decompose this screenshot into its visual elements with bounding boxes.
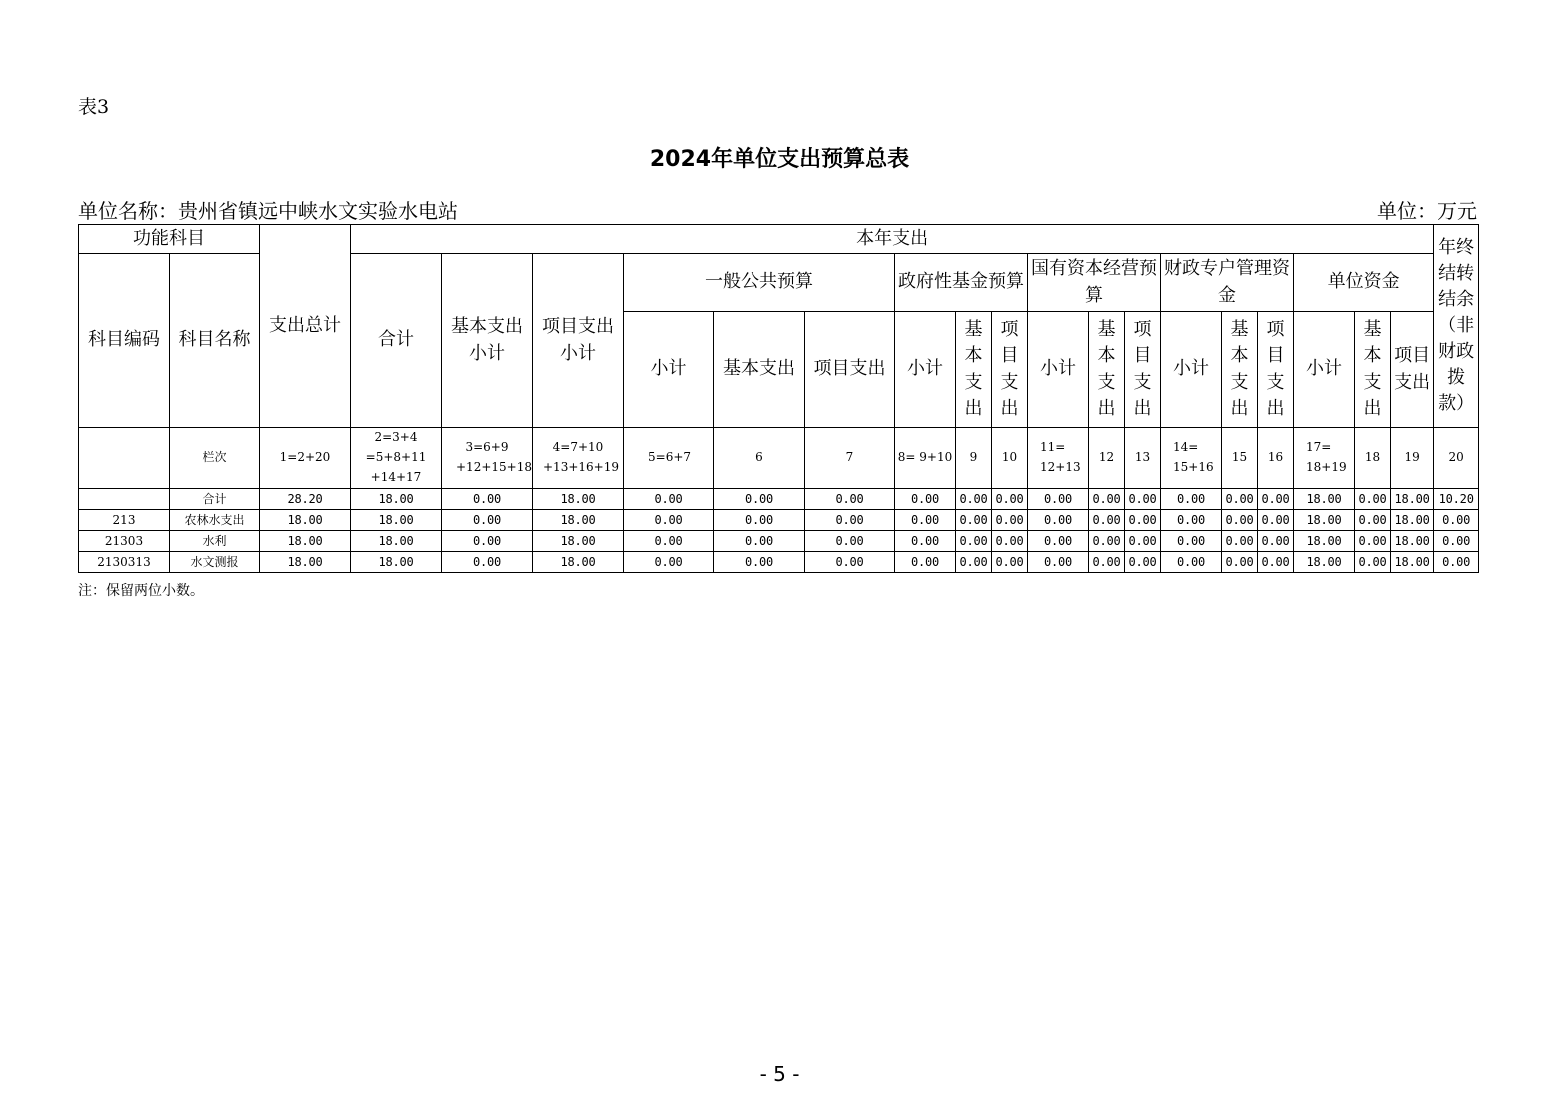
index-cell: 19: [1391, 428, 1434, 489]
subject-name-cell: 农林水支出: [170, 510, 260, 531]
project-subtotal-header: 项目支出小计: [533, 254, 624, 428]
value-cell: 18.00: [351, 510, 442, 531]
value-cell: 0.00: [1355, 489, 1391, 510]
value-cell: 0.00: [442, 489, 533, 510]
gov-fund-basic-header: 基 本 支 出: [956, 312, 992, 428]
table-number-label: 表3: [78, 96, 110, 118]
value-cell: 18.00: [1391, 552, 1434, 573]
value-cell: 0.00: [1258, 531, 1294, 552]
value-cell: 0.00: [1125, 552, 1161, 573]
value-cell: 0.00: [1089, 489, 1125, 510]
unit-funds-subtotal-header: 小计: [1294, 312, 1355, 428]
value-cell: 0.00: [442, 510, 533, 531]
value-cell: 0.00: [1222, 489, 1258, 510]
subject-code-cell: 21303: [79, 531, 170, 552]
value-cell: 0.00: [895, 510, 956, 531]
value-cell: 0.00: [1161, 531, 1222, 552]
index-cell: 14= 15+16: [1161, 428, 1222, 489]
index-cell: 4=7+10 +13+16+19: [533, 428, 624, 489]
value-cell: 0.00: [1355, 552, 1391, 573]
general-project-header: 项目支出: [805, 312, 895, 428]
subject-name-cell: 合计: [170, 489, 260, 510]
value-cell: 18.00: [1294, 510, 1355, 531]
table-row: [79, 552, 1479, 573]
value-cell: 0.00: [1089, 510, 1125, 531]
value-cell: 18.00: [533, 531, 624, 552]
basic-subtotal-header: 基本支出小计: [442, 254, 533, 428]
value-cell: 0.00: [1161, 552, 1222, 573]
value-cell: 0.00: [1125, 531, 1161, 552]
value-cell: 0.00: [1028, 510, 1089, 531]
index-code-cell: [79, 428, 170, 489]
value-cell: 18.00: [351, 552, 442, 573]
table-row: [79, 531, 1479, 552]
state-capital-budget-header: 国有资本经营预算: [1028, 254, 1161, 312]
value-cell: 0.00: [1222, 510, 1258, 531]
value-cell: 0.00: [1355, 531, 1391, 552]
value-cell: 0.00: [992, 489, 1028, 510]
subject-name-header: 科目名称: [170, 254, 260, 428]
value-cell: 0.00: [624, 510, 714, 531]
value-cell: 0.00: [805, 552, 895, 573]
index-cell: 20: [1434, 428, 1479, 489]
index-row: [79, 428, 1479, 489]
index-cell: 7: [805, 428, 895, 489]
value-cell: 0.00: [805, 531, 895, 552]
special-account-project-header: 项 目 支 出: [1258, 312, 1294, 428]
value-cell: 0.00: [1125, 510, 1161, 531]
index-cell: 11= 12+13: [1028, 428, 1089, 489]
gov-fund-budget-header: 政府性基金预算: [895, 254, 1028, 312]
unit-funds-project-header: 项目 支出: [1391, 312, 1434, 428]
value-cell: 0.00: [805, 489, 895, 510]
index-cell: 2=3+4 =5+8+11 +14+17: [351, 428, 442, 489]
index-cell: 12: [1089, 428, 1125, 489]
general-subtotal-header: 小计: [624, 312, 714, 428]
year-end-balance-header: 年终 结转 结余 （非 财政 拨 款）: [1434, 225, 1479, 428]
value-cell: 0.00: [1125, 489, 1161, 510]
value-cell: 0.00: [1028, 552, 1089, 573]
value-cell: 0.00: [956, 531, 992, 552]
value-cell: 0.00: [895, 531, 956, 552]
value-cell: 18.00: [533, 552, 624, 573]
value-cell: 18.00: [1294, 552, 1355, 573]
index-cell: 9: [956, 428, 992, 489]
unit-name: 单位名称：贵州省镇远中峡水文实验水电站: [78, 199, 458, 223]
value-cell: 0.00: [956, 510, 992, 531]
value-cell: 0.00: [1028, 531, 1089, 552]
index-cell: 10: [992, 428, 1028, 489]
value-cell: 10.20: [1434, 489, 1479, 510]
value-cell: 0.00: [1161, 489, 1222, 510]
special-account-funds-header: 财政专户管理资金: [1161, 254, 1294, 312]
value-cell: 0.00: [956, 489, 992, 510]
func-subject-header: 功能科目: [79, 225, 260, 254]
unit-info-row: [78, 195, 1477, 221]
value-cell: 0.00: [992, 510, 1028, 531]
subject-name-cell: 水文测报: [170, 552, 260, 573]
value-cell: 18.00: [260, 510, 351, 531]
footnote: 注：保留两位小数。: [78, 583, 204, 599]
value-cell: 0.00: [1434, 531, 1479, 552]
subject-name-cell: 水利: [170, 531, 260, 552]
index-cell: 3=6+9 +12+15+18: [442, 428, 533, 489]
value-cell: 18.00: [1391, 531, 1434, 552]
unit-measure: 单位：万元: [1377, 199, 1477, 223]
state-capital-project-header: 项 目 支 出: [1125, 312, 1161, 428]
index-cell: 13: [1125, 428, 1161, 489]
value-cell: 0.00: [805, 510, 895, 531]
subject-code-cell: 213: [79, 510, 170, 531]
page-number: - 5 -: [759, 1062, 800, 1086]
value-cell: 18.00: [351, 489, 442, 510]
index-cell: 1=2+20: [260, 428, 351, 489]
value-cell: 0.00: [1222, 552, 1258, 573]
table-row: [79, 489, 1479, 510]
value-cell: 0.00: [624, 489, 714, 510]
value-cell: 0.00: [956, 552, 992, 573]
value-cell: 0.00: [714, 489, 805, 510]
unit-funds-basic-header: 基 本 支 出: [1355, 312, 1391, 428]
gov-fund-subtotal-header: 小计: [895, 312, 956, 428]
value-cell: 0.00: [1258, 552, 1294, 573]
gov-fund-project-header: 项 目 支 出: [992, 312, 1028, 428]
value-cell: 0.00: [992, 552, 1028, 573]
value-cell: 28.20: [260, 489, 351, 510]
index-label: 栏次: [170, 428, 260, 489]
value-cell: 0.00: [442, 531, 533, 552]
state-capital-basic-header: 基 本 支 出: [1089, 312, 1125, 428]
value-cell: 18.00: [1294, 489, 1355, 510]
value-cell: 0.00: [992, 531, 1028, 552]
value-cell: 0.00: [1258, 510, 1294, 531]
value-cell: 0.00: [442, 552, 533, 573]
value-cell: 0.00: [1222, 531, 1258, 552]
subject-code-cell: [79, 489, 170, 510]
general-budget-header: 一般公共预算: [624, 254, 895, 312]
index-cell: 15: [1222, 428, 1258, 489]
value-cell: 18.00: [533, 510, 624, 531]
value-cell: 0.00: [714, 510, 805, 531]
value-cell: 18.00: [533, 489, 624, 510]
value-cell: 18.00: [351, 531, 442, 552]
subject-code-header: 科目编码: [79, 254, 170, 428]
table-row: [79, 510, 1479, 531]
value-cell: 18.00: [1391, 510, 1434, 531]
value-cell: 0.00: [1434, 552, 1479, 573]
value-cell: 0.00: [1434, 510, 1479, 531]
value-cell: 18.00: [260, 552, 351, 573]
data-rows: [79, 489, 1479, 573]
index-cell: 18: [1355, 428, 1391, 489]
total-expense-header: 支出总计: [260, 225, 351, 428]
value-cell: 0.00: [1028, 489, 1089, 510]
value-cell: 0.00: [714, 531, 805, 552]
index-cell: 8= 9+10: [895, 428, 956, 489]
total-header: 合计: [351, 254, 442, 428]
general-basic-header: 基本支出: [714, 312, 805, 428]
value-cell: 0.00: [1089, 531, 1125, 552]
index-cell: 6: [714, 428, 805, 489]
value-cell: 0.00: [714, 552, 805, 573]
value-cell: 18.00: [260, 531, 351, 552]
index-cell: 17= 18+19: [1294, 428, 1355, 489]
unit-funds-header: 单位资金: [1294, 254, 1434, 312]
value-cell: 0.00: [1089, 552, 1125, 573]
value-cell: 0.00: [895, 552, 956, 573]
page-title: 2024年单位支出预算总表: [649, 147, 910, 172]
index-cell: 16: [1258, 428, 1294, 489]
special-account-subtotal-header: 小计: [1161, 312, 1222, 428]
special-account-basic-header: 基 本 支 出: [1222, 312, 1258, 428]
value-cell: 0.00: [895, 489, 956, 510]
value-cell: 0.00: [624, 552, 714, 573]
subject-code-cell: 2130313: [79, 552, 170, 573]
index-cell: 5=6+7: [624, 428, 714, 489]
value-cell: 0.00: [1161, 510, 1222, 531]
current-year-header: 本年支出: [351, 225, 1434, 254]
value-cell: 0.00: [1258, 489, 1294, 510]
budget-table: [78, 224, 1479, 573]
value-cell: 18.00: [1294, 531, 1355, 552]
value-cell: 0.00: [1355, 510, 1391, 531]
value-cell: 0.00: [624, 531, 714, 552]
value-cell: 18.00: [1391, 489, 1434, 510]
state-capital-subtotal-header: 小计: [1028, 312, 1089, 428]
